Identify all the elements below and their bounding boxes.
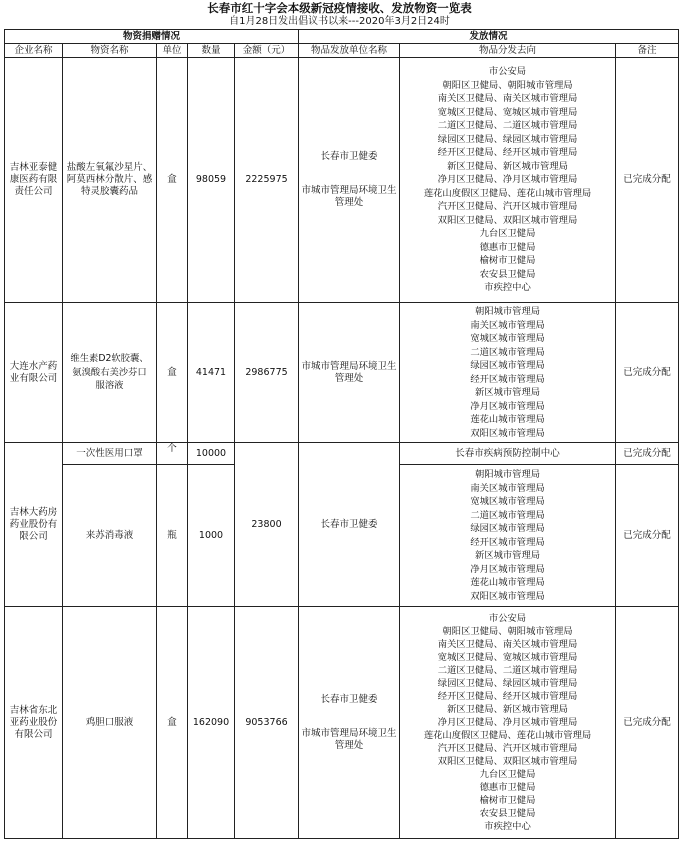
destination-line: 九台区卫健局 — [479, 228, 536, 240]
header-issuer: 物品发放单位名称 — [299, 44, 400, 58]
header-quantity: 数量 — [188, 44, 235, 58]
table-row — [5, 607, 679, 839]
destination-line: 经开区城市管理局 — [470, 373, 545, 385]
remark-cell: 已完成分配 — [616, 607, 679, 839]
material-line: 维生素D2软胶囊、 — [70, 353, 149, 365]
issuer-line: 长春市卫健委 — [320, 693, 378, 705]
material-cell: 来苏消毒液 — [63, 465, 157, 607]
table-row — [5, 58, 679, 303]
destination-line: 绿园区卫健局、绿园区城市管理局 — [437, 678, 578, 689]
header-remark: 备注 — [616, 44, 679, 58]
header-amount: 金额（元） — [235, 44, 299, 58]
destination-line: 经开区卫健局、经开区城市管理局 — [437, 691, 578, 702]
quantity-cell: 10000 — [188, 443, 235, 465]
header-unit: 单位 — [157, 44, 188, 58]
remark-cell: 已完成分配 — [616, 443, 679, 465]
destination-line: 汽开区卫健局、汽开区城市管理局 — [437, 201, 578, 213]
destination-line: 南关区卫健局、南关区城市管理局 — [437, 639, 578, 650]
destination-line: 二道区城市管理局 — [470, 346, 545, 358]
destination-line: 莲花山度假区卫健局、莲花山城市管理局 — [423, 187, 592, 199]
unit-cell: 盒 — [157, 58, 188, 303]
destination-line: 南关区城市管理局 — [470, 319, 545, 331]
company-cell: 吉林省东北亚药业股份有限公司 — [5, 607, 63, 839]
amount-cell: 2986775 — [235, 303, 299, 443]
destination-line: 南关区卫健局、南关区城市管理局 — [437, 93, 578, 105]
quantity-cell: 41471 — [188, 303, 235, 443]
amount-cell: 2225975 — [235, 58, 299, 303]
destination-line: 市公安局 — [488, 66, 527, 78]
destination-line: 双阳区卫健局、双阳区城市管理局 — [437, 756, 578, 767]
issuer-line: 市城市管理局环境卫生管理处 — [301, 727, 397, 751]
issuer-cell: 市城市管理局环境卫生管理处 — [299, 303, 400, 443]
destination-line: 净月区卫健局、净月区城市管理局 — [437, 174, 578, 186]
destination-line: 朝阳区卫健局、朝阳城市管理局 — [442, 79, 573, 91]
destination-line: 新区城市管理局 — [474, 550, 541, 561]
destination-line: 新区城市管理局 — [474, 387, 541, 398]
destination-line: 双阳区城市管理局 — [470, 590, 545, 602]
destination-cell — [400, 303, 616, 443]
destination-line: 新区卫健局、新区城市管理局 — [447, 704, 568, 715]
quantity-cell: 98059 — [188, 58, 235, 303]
header-company: 企业名称 — [5, 44, 63, 58]
destination-line: 朝阳城市管理局 — [474, 306, 541, 317]
destination-line: 榆树市卫健局 — [479, 255, 536, 267]
destination-cell — [400, 607, 616, 839]
destination-line: 九台区卫健局 — [479, 769, 536, 780]
unit-cell: 盒 — [157, 303, 188, 443]
company-cell: 吉林大药房药业股份有限公司 — [5, 443, 63, 607]
amount-cell: 9053766 — [235, 607, 299, 839]
destination-line: 宽城区城市管理局 — [470, 496, 545, 507]
header-destination: 物品分发去向 — [400, 44, 616, 58]
destination-cell — [400, 58, 616, 303]
issuer-line: 长春市卫健委 — [320, 151, 378, 162]
group-donation: 物资捐赠情况 — [5, 30, 299, 44]
remark-cell: 已完成分配 — [616, 303, 679, 443]
destination-line: 经开区城市管理局 — [470, 536, 545, 548]
destination-line: 净月区城市管理局 — [470, 563, 545, 575]
amount-cell: 23800 — [235, 443, 299, 607]
destination-line: 二道区城市管理局 — [470, 509, 545, 521]
material-cell: 一次性医用口罩 — [63, 443, 157, 465]
destination-line: 市公安局 — [488, 613, 527, 624]
donation-table — [4, 29, 679, 839]
destination-line: 莲花山度假区卫健局、莲花山城市管理局 — [423, 730, 592, 741]
destination-line: 莲花山城市管理局 — [470, 577, 545, 588]
issuer-cell — [299, 58, 400, 303]
remark-cell: 已完成分配 — [616, 58, 679, 303]
issuer-cell: 长春市卫健委 — [299, 443, 400, 607]
destination-line: 经开区卫健局、经开区城市管理局 — [437, 147, 578, 159]
sheet-subtitle: 自1月28日发出倡议书以来---2020年3月2日24时 — [229, 16, 450, 27]
unit-cell: 盒 — [157, 607, 188, 839]
destination-line: 宽城区卫健局、宽城区城市管理局 — [437, 106, 578, 118]
issuer-cell — [299, 607, 400, 839]
destination-cell — [400, 465, 616, 607]
material-cell — [63, 303, 157, 443]
destination-line: 双阳区卫健局、双阳区城市管理局 — [437, 214, 578, 226]
quantity-cell: 162090 — [188, 607, 235, 839]
destination-line: 市疾控中心 — [484, 821, 531, 832]
material-cell: 鸡胆口服液 — [63, 607, 157, 839]
destination-line: 南关区城市管理局 — [470, 482, 545, 494]
sheet-title: 长春市红十字会本级新冠疫情接收、发放物资一览表 — [207, 1, 472, 15]
issuer-line: 市城市管理局环境卫生管理处 — [301, 185, 397, 208]
destination-line: 宽城区城市管理局 — [470, 333, 545, 344]
destination-line: 净月区卫健局、净月区城市管理局 — [437, 717, 578, 728]
destination-line: 宽城区卫健局、宽城区城市管理局 — [437, 652, 578, 663]
destination-line: 二道区卫健局、二道区城市管理局 — [437, 665, 578, 676]
destination-line: 绿园区卫健局、绿园区城市管理局 — [437, 133, 578, 145]
destination-line: 农安县卫健局 — [479, 808, 536, 819]
destination-line: 净月区城市管理局 — [470, 400, 545, 412]
destination-line: 德惠市卫健局 — [479, 241, 536, 253]
material-cell: 盐酸左氧氟沙星片、阿莫西林分散片、感特灵胶囊药品 — [63, 58, 157, 303]
company-cell: 吉林亚泰健康医药有限责任公司 — [5, 58, 63, 303]
destination-line: 德惠市卫健局 — [479, 782, 536, 793]
destination-line: 绿园区城市管理局 — [470, 523, 545, 534]
unit-cell: 个 — [157, 443, 188, 465]
quantity-cell: 1000 — [188, 465, 235, 607]
destination-line: 朝阳区卫健局、朝阳城市管理局 — [442, 626, 573, 637]
material-line: 服溶液 — [95, 380, 124, 392]
destination-line: 汽开区卫健局、汽开区城市管理局 — [437, 743, 578, 754]
unit-cell: 瓶 — [157, 465, 188, 607]
destination-line: 绿园区城市管理局 — [470, 360, 545, 371]
destination-line: 双阳区城市管理局 — [470, 427, 545, 439]
group-distribution: 发放情况 — [299, 30, 679, 44]
destination-line: 朝阳城市管理局 — [474, 469, 541, 480]
column-header-row — [5, 44, 679, 58]
destination-line: 农安县卫健局 — [479, 268, 536, 280]
table-row — [5, 443, 679, 465]
header-material: 物资名称 — [63, 44, 157, 58]
destination-line: 榆树市卫健局 — [479, 795, 536, 806]
destination-cell: 长春市疾病预防控制中心 — [400, 443, 616, 465]
company-cell: 大连水产药业有限公司 — [5, 303, 63, 443]
destination-line: 莲花山城市管理局 — [470, 414, 545, 425]
table-row — [5, 303, 679, 443]
destination-line: 市疾控中心 — [484, 282, 531, 294]
material-line: 氨溴酸右美沙芬口 — [72, 366, 147, 378]
group-header-row — [5, 30, 679, 44]
destination-line: 二道区卫健局、二道区城市管理局 — [437, 120, 578, 132]
destination-line: 新区卫健局、新区城市管理局 — [447, 160, 568, 172]
remark-cell: 已完成分配 — [616, 465, 679, 607]
